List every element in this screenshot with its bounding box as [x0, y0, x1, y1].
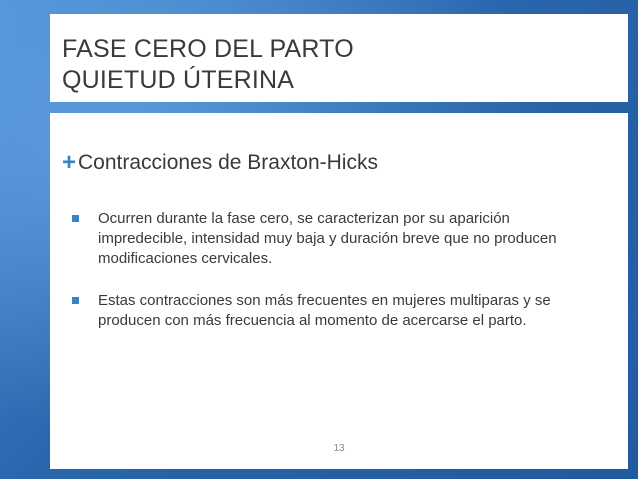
section-heading [62, 149, 378, 177]
bullet-list [72, 209, 602, 353]
list-item [72, 209, 602, 269]
square-bullet-icon [72, 215, 79, 222]
bullet-text: Ocurren durante la fase cero, se caracterizan por su aparición impredecible, intensidad muy baja y duración breve que no producen modificaciones cervicales. [98, 210, 557, 267]
bullet-text: Estas contracciones son más frecuentes en mujeres multiparas y se producen con más frecuencia al momento de acercarse el parto. [98, 292, 551, 329]
square-bullet-icon [72, 297, 79, 304]
title-line-1: FASE CERO DEL PARTO [62, 35, 354, 63]
title-panel [50, 14, 628, 102]
section-heading-text: Contracciones de Braxton-Hicks [78, 151, 378, 174]
content-panel [50, 113, 628, 469]
slide-number: 13 [333, 443, 345, 454]
plus-icon: + [62, 149, 77, 176]
list-item [72, 291, 602, 331]
slide-title [62, 34, 354, 96]
title-line-2: QUIETUD ÚTERINA [62, 66, 295, 94]
